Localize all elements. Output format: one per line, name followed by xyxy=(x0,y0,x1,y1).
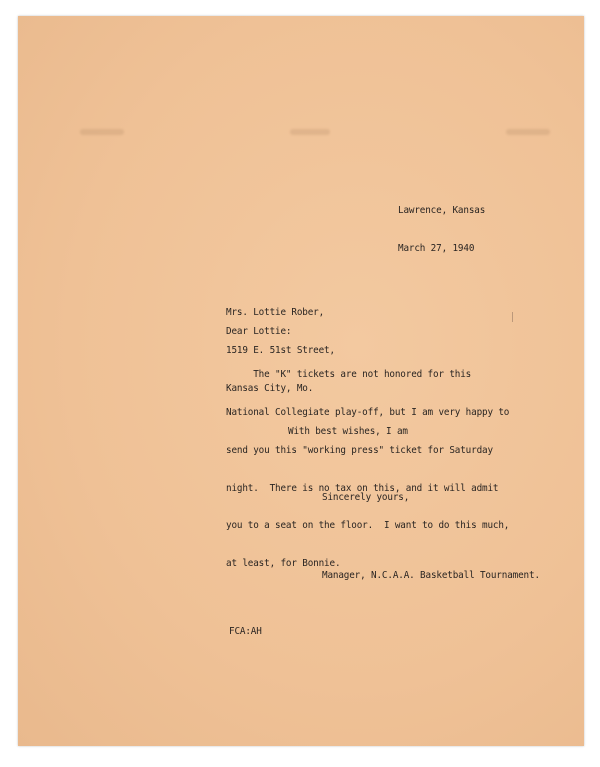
letterhead-bleed-through xyxy=(290,129,330,135)
body-line: night. There is no tax on this, and it will admit xyxy=(226,482,499,494)
sign-off: Sincerely yours, xyxy=(322,492,410,503)
body-line: National Collegiate play-off, but I am very happy to xyxy=(226,406,510,418)
body-line: at least, for Bonnie. xyxy=(226,558,341,570)
dateline xyxy=(398,180,485,281)
letterhead-bleed-through xyxy=(80,129,124,135)
body-line: The "K" tickets are not honored for this xyxy=(226,369,472,381)
signature-title: Manager, N.C.A.A. Basketball Tournament. xyxy=(322,570,540,581)
date-line: March 27, 1940 xyxy=(398,242,475,254)
letter-body xyxy=(226,344,509,596)
body-line: send you this "working press" ticket for Saturday xyxy=(226,444,493,456)
closing-line: With best wishes, I am xyxy=(288,426,408,437)
letterhead-bleed-through xyxy=(506,129,550,135)
letter-page xyxy=(18,16,584,746)
place-line: Lawrence, Kansas xyxy=(398,205,486,217)
typist-initials: FCA:AH xyxy=(229,626,262,637)
recipient-line: Kansas City, Mo. xyxy=(226,382,314,394)
stray-pen-mark xyxy=(512,312,513,322)
recipient-line: 1519 E. 51st Street, xyxy=(226,344,335,356)
salutation: Dear Lottie: xyxy=(226,326,292,337)
body-line: you to a seat on the floor. I want to do this much, xyxy=(226,520,510,532)
recipient-line: Mrs. Lottie Rober, xyxy=(226,307,325,319)
